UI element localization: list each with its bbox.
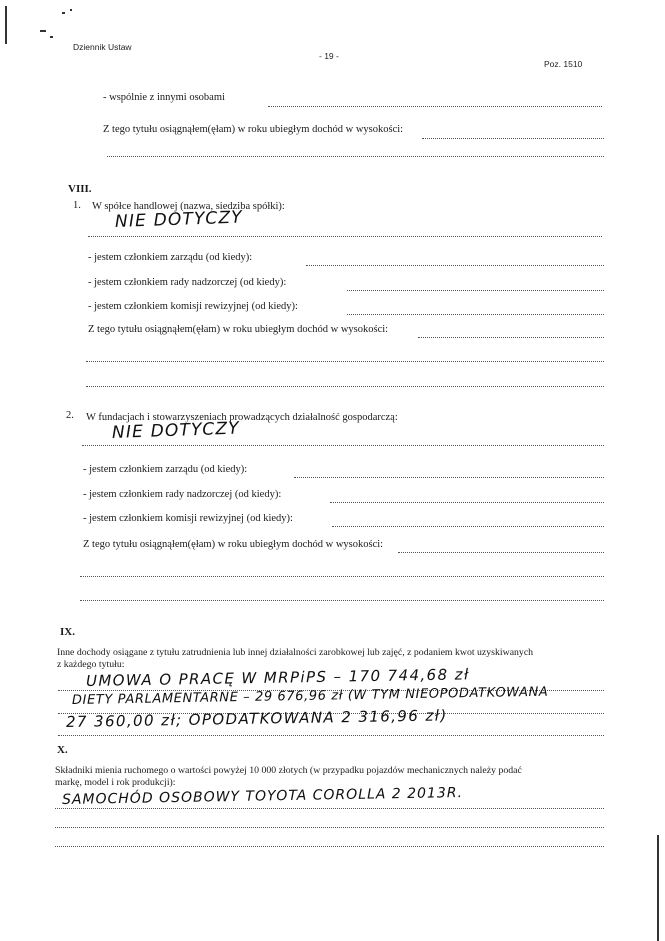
item1-income-label: Z tego tytułu osiągnąłem(ęłam) w roku ubiegłym dochód w wysokości: xyxy=(88,324,389,335)
other-income-answer-3: 27 360,00 zł; OPODATKOWANA 2 316,96 zł) xyxy=(65,706,448,731)
other-income-answer-1: UMOWA O PRACĘ W MRPiPS – 170 744,68 zł xyxy=(85,665,470,690)
item2-supervisory-label: - jestem członkiem rady nadzorczej (od kiedy): xyxy=(83,489,282,500)
item1-income-dotted-2 xyxy=(86,361,604,362)
movable-property-dotted-2 xyxy=(55,827,604,828)
section-heading-x: X. xyxy=(57,744,68,756)
scan-speck xyxy=(70,9,72,11)
item2-dotted-line xyxy=(82,445,604,446)
income-label-top: Z tego tytułu osiągnąłem(ęłam) w roku ubiegłym dochód w wysokości: xyxy=(103,124,404,135)
movable-property-label-2: markę, model i rok produkcji): xyxy=(55,777,176,788)
item2-audit-dotted xyxy=(332,526,604,527)
item1-income-dotted-3 xyxy=(86,386,604,387)
item2-board-dotted xyxy=(294,477,604,478)
item1-audit-dotted xyxy=(347,314,604,315)
other-income-answer-2: DIETY PARLAMENTARNE – 29 676,96 zł (W TYM NIEOPODATKOWANA xyxy=(71,684,549,708)
item1-number: 1. xyxy=(73,200,81,211)
movable-property-answer-1: SAMOCHÓD OSOBOWY TOYOTA COROLLA 2 2013R. xyxy=(61,785,464,808)
item1-supervisory-label: - jestem członkiem rady nadzorczej (od kiedy): xyxy=(88,277,287,288)
item2-income-dotted-2 xyxy=(80,576,604,577)
item1-dotted-line xyxy=(88,236,602,237)
scan-speck xyxy=(50,36,53,38)
item2-number: 2. xyxy=(66,410,74,421)
item2-audit-label: - jestem członkiem komisji rewizyjnej (od kiedy): xyxy=(83,513,293,524)
other-income-dotted-3 xyxy=(58,735,604,736)
item2-income-label: Z tego tytułu osiągnąłem(ęłam) w roku ubiegłym dochód w wysokości: xyxy=(83,539,384,550)
position-number: Poz. 1510 xyxy=(544,59,583,69)
item1-supervisory-dotted xyxy=(347,290,604,291)
jointly-dotted-line xyxy=(268,106,602,107)
item2-income-dotted-1 xyxy=(398,552,604,553)
journal-title: Dziennik Ustaw xyxy=(73,42,132,52)
item2-supervisory-dotted xyxy=(330,502,604,503)
item1-label: W spółce handlowej (nazwa, siedziba spółki): xyxy=(92,201,285,212)
income-dotted-line-top-1 xyxy=(422,138,604,139)
item2-handwritten-answer: NIE DOTYCZY xyxy=(111,418,241,443)
item1-income-dotted-1 xyxy=(418,337,604,338)
other-income-label-1: Inne dochody osiągane z tytułu zatrudnienia lub innej działalności zarobkowej lub zajęć, z podaniem kwot uzyskiwanych xyxy=(57,647,534,658)
section-heading-ix: IX. xyxy=(60,626,75,638)
jointly-label: - wspólnie z innymi osobami xyxy=(103,92,225,103)
scan-speck xyxy=(62,12,65,14)
other-income-label-2: z każdego tytułu: xyxy=(57,659,125,670)
page-number: - 19 - xyxy=(319,51,339,61)
item2-income-dotted-3 xyxy=(80,600,604,601)
movable-property-label-1: Składniki mienia ruchomego o wartości powyżej 10 000 złotych (w przypadku pojazdów mechanicznych należy podać xyxy=(55,765,522,776)
movable-property-dotted-1 xyxy=(55,808,604,809)
scan-margin-line xyxy=(5,6,7,44)
item1-board-dotted xyxy=(306,265,604,266)
scan-edge-line xyxy=(657,835,659,941)
item2-board-label: - jestem członkiem zarządu (od kiedy): xyxy=(83,464,248,475)
item1-audit-label: - jestem członkiem komisji rewizyjnej (od kiedy): xyxy=(88,301,298,312)
section-heading-viii: VIII. xyxy=(68,183,92,195)
item2-label: W fundacjach i stowarzyszeniach prowadzących działalność gospodarczą: xyxy=(86,412,398,423)
item1-board-label: - jestem członkiem zarządu (od kiedy): xyxy=(88,252,253,263)
movable-property-dotted-3 xyxy=(55,846,604,847)
item1-handwritten-answer: NIE DOTYCZY xyxy=(114,207,244,232)
income-dotted-line-top-2 xyxy=(107,156,604,157)
scan-speck xyxy=(40,30,46,32)
